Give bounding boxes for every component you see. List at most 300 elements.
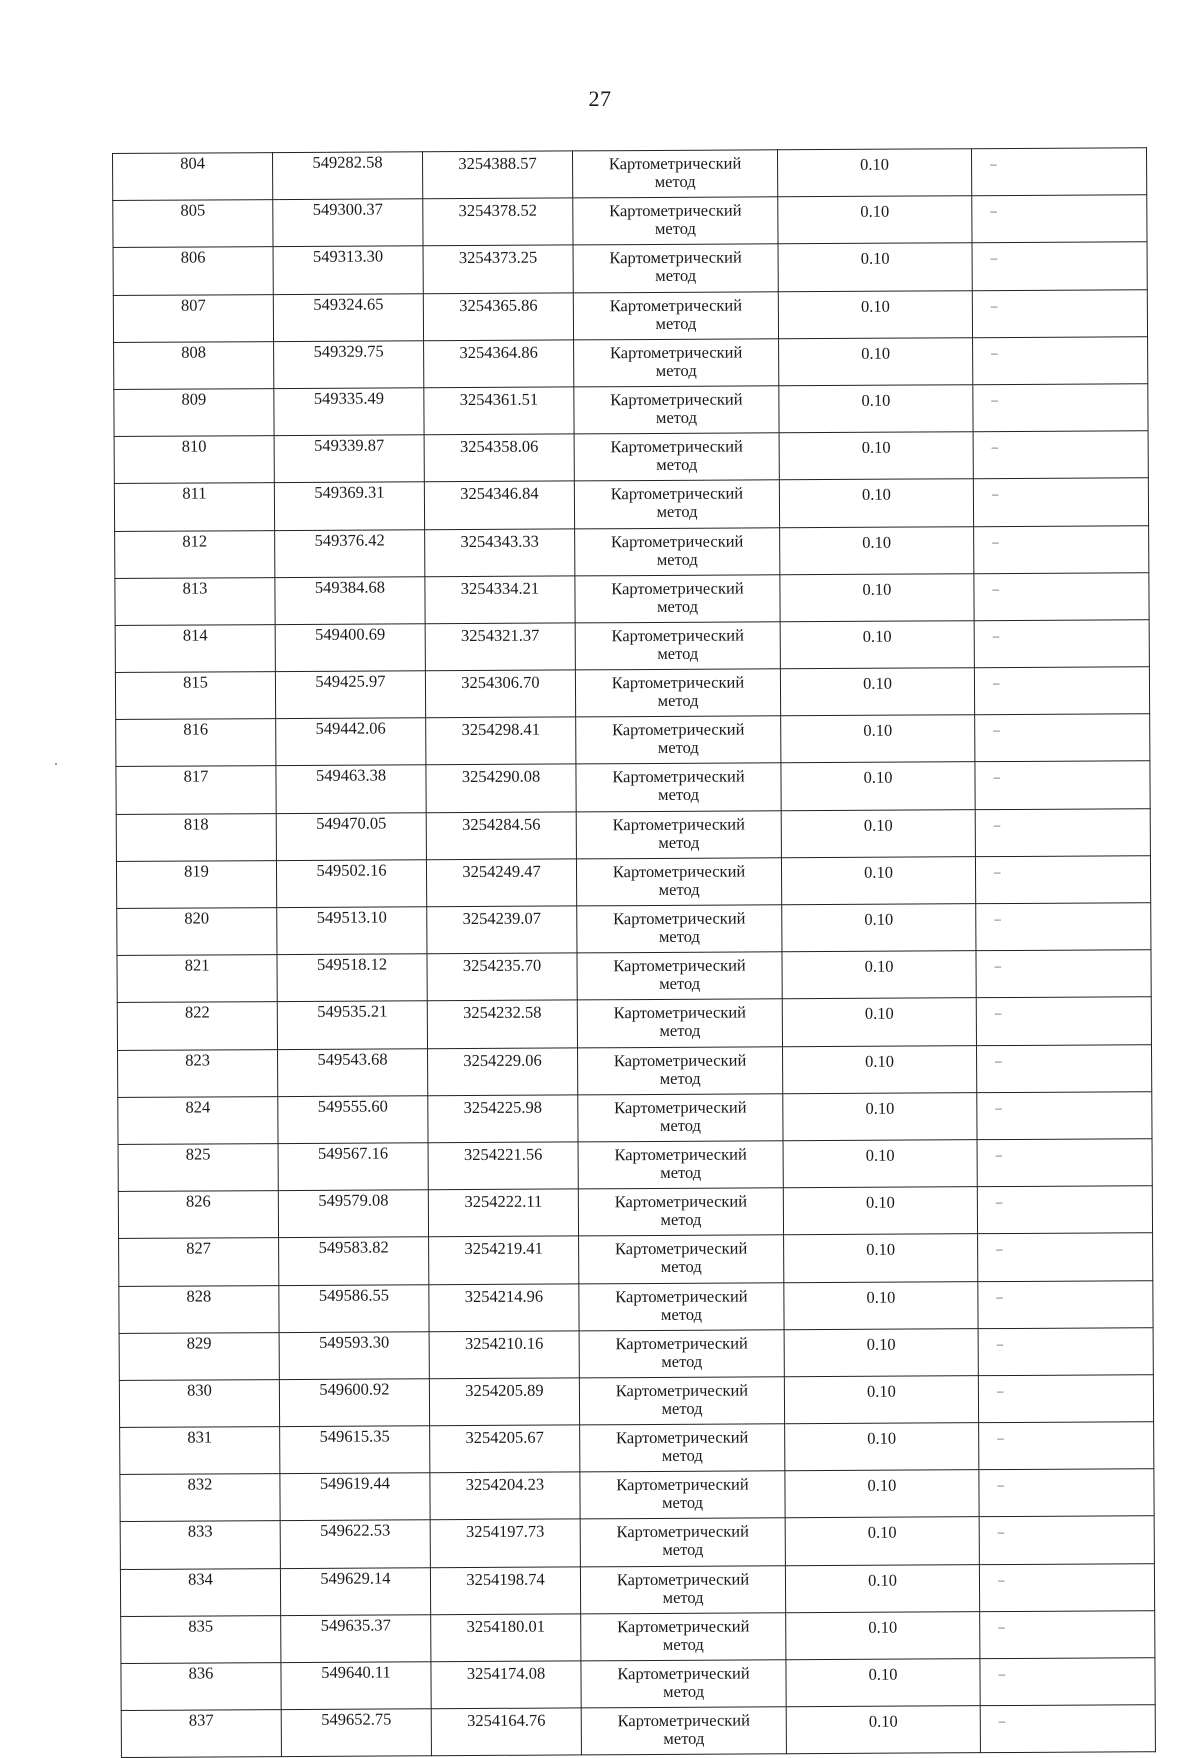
accuracy-cell: 0.10 (780, 621, 974, 669)
method-line-2: метод (661, 1445, 703, 1466)
accuracy-cell: 0.10 (786, 1611, 980, 1659)
method-line-2: метод (662, 1540, 704, 1560)
y-coordinate-cell: 3254306.70 (425, 670, 575, 718)
note-cell: – (971, 148, 1146, 196)
accuracy-cell: 0.10 (777, 149, 971, 197)
note-cell: – (978, 1327, 1153, 1375)
accuracy-cell: 0.10 (779, 432, 973, 480)
y-coordinate-cell: 3254205.89 (429, 1378, 579, 1426)
point-number-cell: 818 (116, 813, 276, 861)
accuracy-cell: 0.10 (781, 809, 975, 857)
method-cell (575, 574, 780, 622)
method-cell (573, 244, 778, 292)
method-line-1: Картометрический (615, 1333, 748, 1353)
method-line-1: Картометрический (611, 719, 745, 740)
method-line-1: Картометрический (613, 1002, 747, 1023)
method-cell (579, 1377, 784, 1425)
table-row (113, 242, 1147, 295)
note-cell: – (978, 1375, 1153, 1423)
point-number-cell: 823 (118, 1049, 278, 1097)
method-line-1: Картометрический (615, 1285, 748, 1306)
table-row (121, 1658, 1155, 1711)
method-line-2: метод (654, 171, 696, 191)
table-row (117, 997, 1151, 1050)
y-coordinate-cell: 3254358.06 (424, 434, 574, 482)
method-line-1: Картометрический (615, 1380, 749, 1401)
point-number-cell: 817 (116, 766, 276, 814)
y-coordinate-cell: 3254365.86 (423, 292, 573, 340)
point-number-cell: 804 (113, 153, 273, 201)
method-line-2: метод (658, 879, 700, 899)
table-row (116, 856, 1150, 909)
accuracy-cell: 0.10 (782, 998, 976, 1046)
method-line-2: метод (654, 218, 696, 239)
method-cell (576, 763, 781, 811)
x-coordinate-cell: 549400.69 (275, 624, 425, 672)
table-row (121, 1611, 1155, 1664)
y-coordinate-cell: 3254180.01 (431, 1614, 581, 1662)
method-line-1: Картометрический (614, 1097, 747, 1117)
method-line-1: Картометрический (614, 1238, 748, 1259)
point-number-cell: 819 (116, 860, 276, 908)
method-line-1: Картометрический (612, 861, 746, 882)
accuracy-cell: 0.10 (784, 1376, 978, 1424)
y-coordinate-cell: 3254346.84 (424, 481, 574, 529)
table-row (119, 1233, 1153, 1286)
accuracy-cell: 0.10 (782, 904, 976, 952)
y-coordinate-cell: 3254235.70 (427, 953, 577, 1001)
point-number-cell: 820 (117, 908, 277, 956)
method-cell (580, 1471, 785, 1519)
point-number-cell: 805 (113, 200, 273, 248)
method-cell (579, 1282, 784, 1330)
y-coordinate-cell: 3254198.74 (430, 1567, 580, 1615)
x-coordinate-cell: 549593.30 (279, 1331, 429, 1379)
table-row (118, 1186, 1152, 1239)
x-coordinate-cell: 549425.97 (275, 671, 425, 719)
point-number-cell: 836 (121, 1663, 281, 1711)
table-row (120, 1422, 1154, 1475)
method-line-1: Картометрический (610, 530, 744, 551)
accuracy-cell: 0.10 (782, 951, 976, 999)
accuracy-cell: 0.10 (785, 1564, 979, 1612)
x-coordinate-cell: 549339.87 (274, 435, 424, 483)
accuracy-cell: 0.10 (786, 1659, 980, 1707)
note-cell: – (974, 667, 1149, 715)
accuracy-cell: 0.10 (784, 1328, 978, 1376)
method-cell (575, 669, 780, 717)
point-number-cell: 824 (118, 1096, 278, 1144)
method-line-1: Картометрический (613, 908, 746, 929)
note-cell: – (976, 903, 1151, 951)
method-cell (581, 1660, 786, 1708)
method-line-2: метод (659, 1068, 701, 1088)
accuracy-cell: 0.10 (780, 573, 974, 621)
method-line-1: Картометрический (613, 1050, 747, 1070)
table-row (118, 1044, 1152, 1097)
accuracy-cell: 0.10 (781, 762, 975, 810)
method-line-1: Картометрический (614, 1144, 747, 1165)
coordinates-table-body (113, 148, 1156, 1758)
accuracy-cell: 0.10 (778, 290, 972, 338)
method-line-2: метод (656, 454, 698, 475)
point-number-cell: 814 (115, 624, 275, 672)
coordinates-table (112, 147, 1156, 1758)
table-row (114, 478, 1148, 531)
x-coordinate-cell: 549513.10 (277, 907, 427, 955)
x-coordinate-cell: 549635.37 (281, 1615, 431, 1663)
y-coordinate-cell: 3254239.07 (427, 906, 577, 954)
x-coordinate-cell: 549313.30 (273, 246, 423, 294)
point-number-cell: 811 (114, 483, 274, 531)
x-coordinate-cell: 549652.75 (281, 1709, 431, 1757)
method-line-1: Картометрический (616, 1474, 749, 1495)
method-line-1: Картометрический (617, 1710, 751, 1731)
method-cell (580, 1424, 785, 1472)
note-cell: – (975, 761, 1150, 809)
method-line-2: метод (660, 1162, 702, 1182)
x-coordinate-cell: 549622.53 (280, 1520, 430, 1568)
point-number-cell: 830 (119, 1379, 279, 1427)
note-cell: – (979, 1422, 1154, 1470)
method-cell (580, 1518, 785, 1566)
point-number-cell: 821 (117, 955, 277, 1003)
method-cell (576, 858, 781, 906)
table-row (114, 336, 1148, 389)
accuracy-cell: 0.10 (783, 1092, 977, 1140)
y-coordinate-cell: 3254249.47 (426, 859, 576, 907)
accuracy-cell: 0.10 (779, 337, 973, 385)
method-cell (574, 433, 779, 481)
table-row (115, 572, 1149, 625)
method-line-2: метод (662, 1587, 704, 1607)
y-coordinate-cell: 3254378.52 (423, 198, 573, 246)
table-row (113, 148, 1147, 201)
method-line-1: Картометрический (611, 672, 745, 693)
method-line-2: метод (655, 360, 697, 380)
method-line-2: метод (656, 502, 698, 522)
y-coordinate-cell: 3254364.86 (424, 340, 574, 388)
accuracy-cell: 0.10 (780, 668, 974, 716)
y-coordinate-cell: 3254205.67 (430, 1425, 580, 1473)
note-cell: – (975, 808, 1150, 856)
method-line-1: Картометрический (610, 389, 743, 410)
point-number-cell: 828 (119, 1285, 279, 1333)
y-coordinate-cell: 3254232.58 (427, 1000, 577, 1048)
table-row (114, 431, 1148, 484)
accuracy-cell: 0.10 (785, 1423, 979, 1471)
x-coordinate-cell: 549619.44 (280, 1473, 430, 1521)
accuracy-cell: 0.10 (784, 1234, 978, 1282)
y-coordinate-cell: 3254214.96 (429, 1283, 579, 1331)
method-cell (573, 197, 778, 245)
table-row (120, 1516, 1154, 1569)
method-cell (576, 716, 781, 764)
method-cell (581, 1707, 786, 1755)
x-coordinate-cell: 549640.11 (281, 1662, 431, 1710)
note-cell: – (972, 289, 1147, 337)
page-number: 27 (588, 86, 612, 111)
method-line-1: Картометрический (617, 1663, 750, 1684)
x-coordinate-cell: 549600.92 (279, 1379, 429, 1427)
method-cell (579, 1329, 784, 1377)
y-coordinate-cell: 3254210.16 (429, 1331, 579, 1379)
accuracy-cell: 0.10 (784, 1281, 978, 1329)
point-number-cell: 815 (115, 672, 275, 720)
y-coordinate-cell: 3254290.08 (426, 764, 576, 812)
point-number-cell: 826 (118, 1191, 278, 1239)
note-cell: – (979, 1563, 1154, 1611)
note-cell: – (979, 1516, 1154, 1564)
x-coordinate-cell: 549324.65 (273, 293, 423, 341)
point-number-cell: 825 (118, 1144, 278, 1192)
method-cell (577, 905, 782, 953)
y-coordinate-cell: 3254361.51 (424, 387, 574, 435)
method-line-1: Картометрический (609, 295, 743, 315)
y-coordinate-cell: 3254284.56 (426, 812, 576, 860)
method-line-2: метод (657, 596, 699, 616)
method-line-2: метод (655, 407, 698, 427)
note-cell: – (976, 950, 1151, 998)
table-row (114, 384, 1148, 437)
method-line-2: метод (661, 1398, 703, 1418)
method-cell (572, 150, 777, 198)
method-line-1: Картометрический (612, 814, 745, 834)
method-line-2: метод (662, 1492, 704, 1513)
point-number-cell: 807 (113, 294, 273, 342)
method-line-2: метод (658, 926, 700, 946)
method-cell (578, 1046, 783, 1094)
method-line-2: метод (658, 832, 700, 852)
point-number-cell: 816 (116, 719, 276, 767)
method-line-1: Картометрический (609, 200, 742, 221)
accuracy-cell: 0.10 (783, 1187, 977, 1235)
note-cell: – (976, 1044, 1151, 1092)
x-coordinate-cell: 549567.16 (278, 1143, 428, 1191)
method-line-1: Картометрический (615, 1427, 749, 1448)
x-coordinate-cell: 549535.21 (277, 1001, 427, 1049)
y-coordinate-cell: 3254174.08 (431, 1661, 581, 1709)
y-coordinate-cell: 3254219.41 (429, 1236, 579, 1284)
method-line-2: метод (660, 1209, 702, 1230)
table-row (119, 1280, 1153, 1333)
x-coordinate-cell: 549583.82 (279, 1237, 429, 1285)
table-row (115, 620, 1149, 673)
point-number-cell: 809 (114, 389, 274, 437)
method-line-2: метод (659, 1021, 701, 1041)
point-number-cell: 837 (121, 1710, 281, 1758)
point-number-cell: 829 (119, 1332, 279, 1380)
accuracy-cell: 0.10 (781, 715, 975, 763)
method-cell (576, 810, 781, 858)
method-line-2: метод (657, 643, 699, 663)
y-coordinate-cell: 3254222.11 (428, 1189, 578, 1237)
table-row (120, 1469, 1154, 1522)
note-cell: – (975, 714, 1150, 762)
note-cell: – (977, 1091, 1152, 1139)
accuracy-cell: 0.10 (780, 526, 974, 574)
note-cell: – (978, 1233, 1153, 1281)
method-cell (573, 291, 778, 339)
method-cell (574, 386, 779, 434)
point-number-cell: 810 (114, 436, 274, 484)
note-cell: – (974, 620, 1149, 668)
scan-speck (55, 763, 57, 765)
method-cell (577, 999, 782, 1047)
method-cell (574, 480, 779, 528)
note-cell: – (980, 1705, 1155, 1753)
y-coordinate-cell: 3254164.76 (431, 1708, 581, 1756)
method-line-2: метод (659, 973, 701, 994)
accuracy-cell: 0.10 (781, 857, 975, 905)
note-cell: – (973, 431, 1148, 479)
x-coordinate-cell: 549518.12 (277, 954, 427, 1002)
point-number-cell: 812 (115, 530, 275, 578)
method-line-2: метод (657, 737, 699, 758)
accuracy-cell: 0.10 (782, 1045, 976, 1093)
method-cell (578, 1141, 783, 1189)
table-row (116, 714, 1150, 767)
table-row (118, 1091, 1152, 1144)
method-line-2: метод (655, 313, 697, 333)
method-line-1: Картометрический (616, 1616, 750, 1637)
x-coordinate-cell: 549369.31 (274, 482, 424, 530)
method-line-2: метод (656, 549, 698, 569)
method-cell (575, 527, 780, 575)
point-number-cell: 813 (115, 577, 275, 625)
note-cell: – (975, 856, 1150, 904)
x-coordinate-cell: 549335.49 (274, 388, 424, 436)
accuracy-cell: 0.10 (778, 243, 972, 291)
table-row (119, 1375, 1153, 1428)
method-line-2: метод (655, 266, 697, 286)
accuracy-cell: 0.10 (778, 196, 972, 244)
method-line-1: Картометрический (610, 483, 744, 504)
method-cell (575, 622, 780, 670)
note-cell: – (979, 1469, 1154, 1517)
table-row (118, 1139, 1152, 1192)
table-row (119, 1327, 1153, 1380)
table-row (115, 667, 1149, 720)
method-line-2: метод (661, 1351, 703, 1371)
y-coordinate-cell: 3254343.33 (425, 528, 575, 576)
note-cell: – (977, 1139, 1152, 1187)
note-cell: – (976, 997, 1151, 1045)
method-cell (577, 952, 782, 1000)
method-line-2: метод (660, 1304, 703, 1324)
table-row (121, 1705, 1155, 1758)
method-cell (578, 1094, 783, 1142)
accuracy-cell: 0.10 (779, 385, 973, 433)
note-cell: – (977, 1186, 1152, 1234)
point-number-cell: 806 (113, 247, 273, 295)
method-cell (578, 1188, 783, 1236)
table-row (120, 1563, 1154, 1616)
method-line-1: Картометрический (608, 153, 742, 174)
x-coordinate-cell: 549502.16 (276, 860, 426, 908)
method-line-1: Картометрический (614, 1191, 748, 1212)
point-number-cell: 833 (120, 1521, 280, 1569)
x-coordinate-cell: 549543.68 (278, 1048, 428, 1096)
x-coordinate-cell: 549282.58 (273, 152, 423, 200)
point-number-cell: 822 (117, 1002, 277, 1050)
method-line-1: Картометрический (616, 1521, 749, 1542)
y-coordinate-cell: 3254197.73 (430, 1519, 580, 1567)
x-coordinate-cell: 549586.55 (279, 1284, 429, 1332)
method-cell (581, 1613, 786, 1661)
x-coordinate-cell: 549442.06 (276, 718, 426, 766)
point-number-cell: 832 (120, 1474, 280, 1522)
table-row (117, 950, 1151, 1003)
accuracy-cell: 0.10 (783, 1140, 977, 1188)
point-number-cell: 831 (120, 1427, 280, 1475)
y-coordinate-cell: 3254225.98 (428, 1095, 578, 1143)
method-line-1: Картометрический (611, 625, 744, 646)
point-number-cell: 827 (119, 1238, 279, 1286)
x-coordinate-cell: 549615.35 (280, 1426, 430, 1474)
note-cell: – (974, 572, 1149, 620)
method-cell (574, 339, 779, 387)
accuracy-cell: 0.10 (786, 1706, 980, 1754)
accuracy-cell: 0.10 (785, 1470, 979, 1518)
point-number-cell: 834 (120, 1568, 280, 1616)
method-line-1: Картометрический (611, 578, 744, 598)
note-cell: – (980, 1611, 1155, 1659)
y-coordinate-cell: 3254298.41 (426, 717, 576, 765)
y-coordinate-cell: 3254229.06 (428, 1047, 578, 1095)
method-line-1: Картометрический (616, 1569, 750, 1589)
method-line-1: Картометрический (613, 955, 746, 976)
table-row (113, 289, 1147, 342)
x-coordinate-cell: 549629.14 (280, 1567, 430, 1615)
x-coordinate-cell: 549579.08 (278, 1190, 428, 1238)
method-line-2: метод (663, 1728, 705, 1749)
x-coordinate-cell: 549463.38 (276, 765, 426, 813)
y-coordinate-cell: 3254204.23 (430, 1472, 580, 1520)
x-coordinate-cell: 549470.05 (276, 812, 426, 860)
accuracy-cell: 0.10 (779, 479, 973, 527)
method-line-2: метод (662, 1634, 704, 1654)
table-row (113, 195, 1147, 248)
method-line-1: Картометрический (612, 766, 745, 787)
method-line-2: метод (663, 1681, 705, 1701)
y-coordinate-cell: 3254221.56 (428, 1142, 578, 1190)
y-coordinate-cell: 3254321.37 (425, 623, 575, 671)
note-cell: – (973, 336, 1148, 384)
y-coordinate-cell: 3254388.57 (422, 151, 572, 199)
method-cell (579, 1235, 784, 1283)
method-line-1: Картометрический (609, 342, 743, 362)
method-line-2: метод (657, 690, 699, 711)
y-coordinate-cell: 3254373.25 (423, 245, 573, 293)
table-row (115, 525, 1149, 578)
x-coordinate-cell: 549376.42 (275, 529, 425, 577)
x-coordinate-cell: 549555.60 (278, 1096, 428, 1144)
point-number-cell: 835 (121, 1615, 281, 1663)
x-coordinate-cell: 549300.37 (273, 199, 423, 247)
table-row (116, 761, 1150, 814)
method-line-2: метод (660, 1257, 702, 1277)
table-row (116, 808, 1150, 861)
accuracy-cell: 0.10 (785, 1517, 979, 1565)
x-coordinate-cell: 549329.75 (274, 341, 424, 389)
method-cell (580, 1565, 785, 1613)
point-number-cell: 808 (114, 341, 274, 389)
x-coordinate-cell: 549384.68 (275, 576, 425, 624)
note-cell: – (980, 1658, 1155, 1706)
note-cell: – (974, 525, 1149, 573)
note-cell: – (972, 195, 1147, 243)
